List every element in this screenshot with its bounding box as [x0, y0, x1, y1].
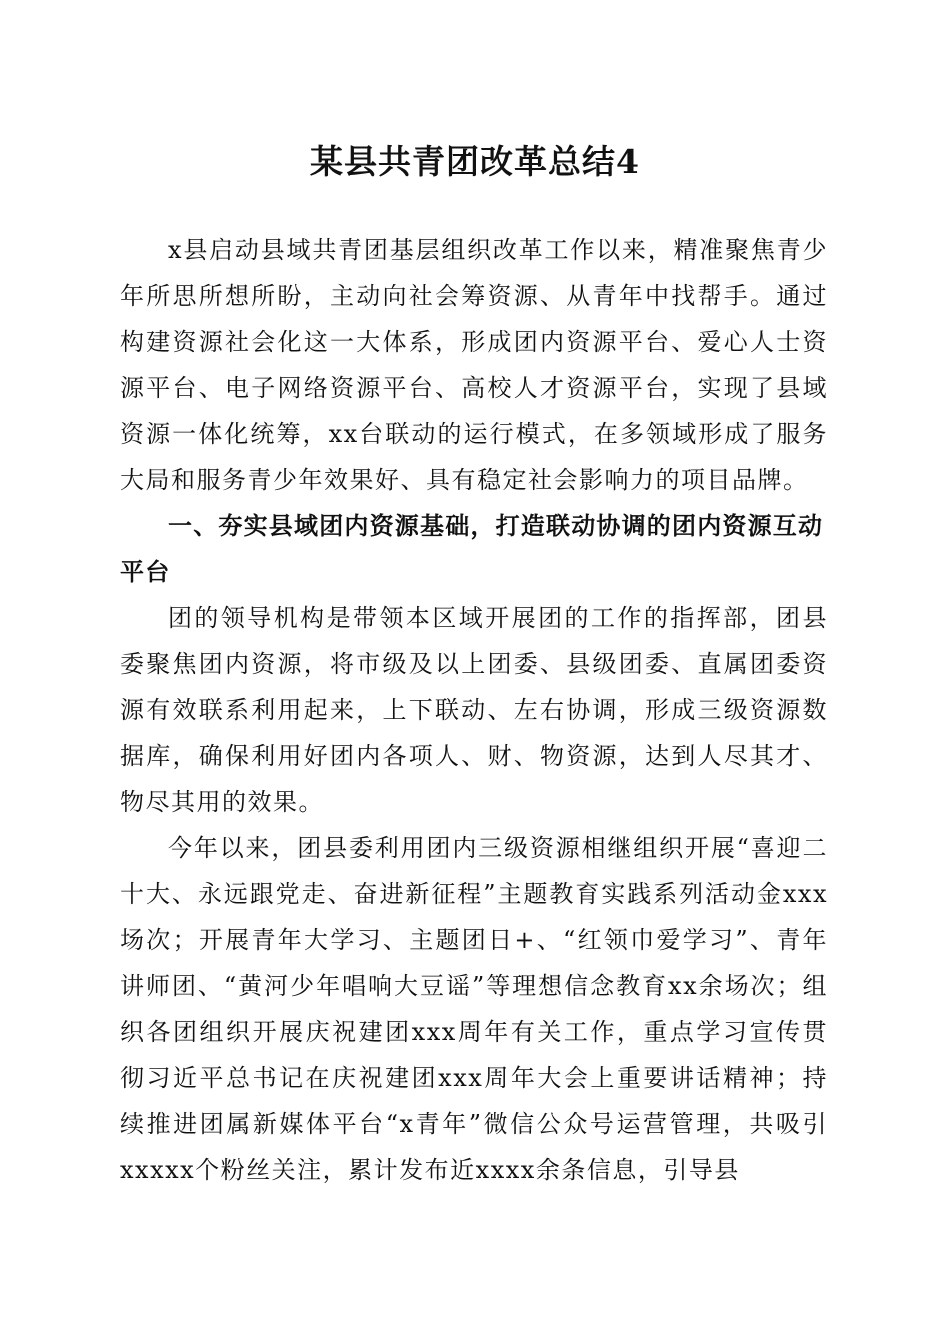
document-title: 某县共青团改革总结4 — [310, 142, 640, 181]
document-body — [120, 227, 828, 1193]
intro-paragraph: x县启动县域共青团基层组织改革工作以来，精准聚焦青少年所思所想所盼，主动向社会筹资源、从青年中找帮手。通过构建资源社会化这一大体系，形成团内资源平台、爱心人士资源平台、电子网络资源平台、高校人才资源平台，实现了县域资源一体化统筹，xx台联动的运行模式，在多领域形成了服务大局和服务青少年效果好、具有稳定社会影响力的项目品牌。 — [120, 236, 828, 494]
section-heading: 一、夯实县域团内资源基础，打造联动协调的团内资源互动平台 — [120, 512, 824, 586]
body-paragraph-2: 今年以来，团县委利用团内三级资源相继组织开展“喜迎二十大、永远跟党走、奋进新征程”主题教育实践系列活动金xxx场次；开展青年大学习、主题团日+、“红领巾爱学习”、青年讲师团、“黄河少年唱响大豆谣”等理想信念教育xx余场次；组织各团组织开展庆祝建团xxx周年有关工作，重点学习宣传贯彻习近平总书记在庆祝建团xxx周年大会上重要讲话精神；持续推进团属新媒体平台“x青年”微信公众号运营管理，共吸引xxxxx个粉丝关注，累计发布近xxxx余条信息，引导县 — [120, 834, 828, 1184]
body-paragraph-1: 团的领导机构是带领本区域开展团的工作的指挥部，团县委聚焦团内资源，将市级及以上团委、县级团委、直属团委资源有效联系利用起来，上下联动、左右协调，形成三级资源数据库，确保利用好团内各项人、财、物资源，达到人尽其才、物尽其用的效果。 — [120, 604, 828, 816]
